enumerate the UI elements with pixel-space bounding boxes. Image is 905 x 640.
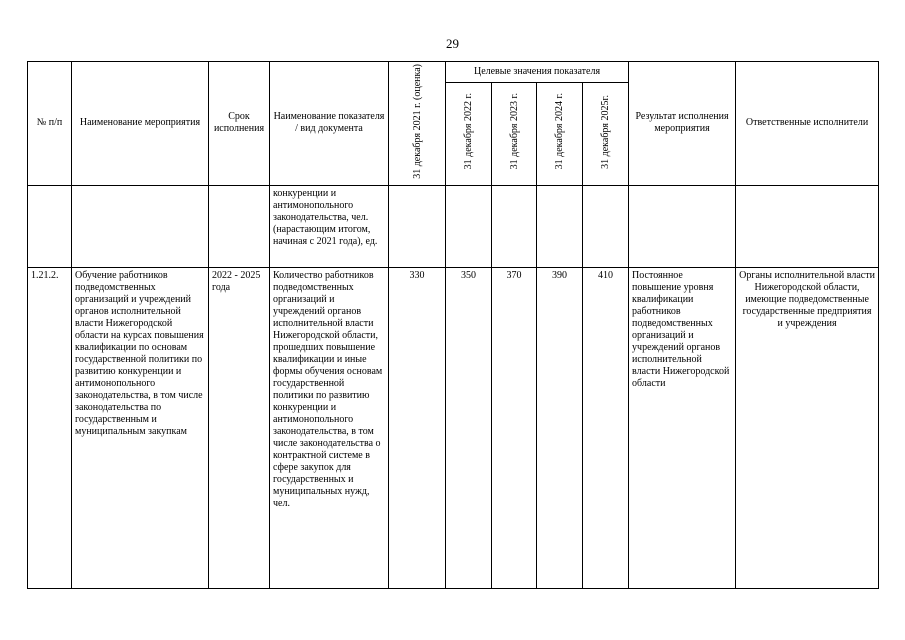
table-row [28,267,879,588]
header-row-1 [28,62,879,83]
header-2025-label: 31 декабря 2025г. [600,94,612,169]
header-num: № п/п [28,62,72,186]
row-value-2024: 390 [537,267,583,588]
header-responsible: Ответственные исполнители [736,62,879,186]
row-result: Постоянное повышение уровня квалификации работников подведомственных организаций и учреждений органов исполнительной власти Нижегородской области [629,267,736,588]
page-number: 29 [446,36,459,51]
header-2022-label: 31 декабря 2022 г. [463,93,474,170]
row-value-2022 [446,185,492,267]
row-num [28,185,72,267]
row-value-2023 [492,185,537,267]
row-responsible: Органы исполнительной власти Нижегородской области, имеющие подведомственные государственные предприятия и учреждения [736,267,879,588]
header-result: Результат исполнения мероприятия [629,62,736,186]
row-responsible [736,185,879,267]
row-event: Обучение работников подведомственных организаций и учреждений органов исполнительной власти Нижегородской области на курсах повышения квалификации по основам государственной политики по развитию конкуренции и антимонопольного законодательства, в том числе законодательства по государственным и муниципальным закупкам [72,267,209,588]
header-2025 [583,82,629,185]
row-num: 1.21.2. [28,267,72,588]
row-value-2021: 330 [389,267,446,588]
row-value-2025 [583,185,629,267]
row-term: 2022 - 2025 года [209,267,270,588]
header-event: Наименование мероприятия [72,62,209,186]
row-value-2023: 370 [492,267,537,588]
row-indicator: конкуренции и антимонопольного законодательства, чел. (нарастающим итогом, начиная с 2021 года), ед. [270,185,389,267]
header-target-group: Целевые значения показателя [446,62,629,83]
header-2023 [492,82,537,185]
header-2024 [537,82,583,185]
row-result [629,185,736,267]
header-2023-label: 31 декабря 2023 г. [508,93,520,170]
header-2021-label: 31 декабря 2021 г. (оценка) [411,64,423,179]
header-2021 [389,62,446,186]
row-event [72,185,209,267]
header-indicator: Наименование показателя / вид документа [270,62,389,186]
row-value-2021 [389,185,446,267]
row-indicator: Количество работников подведомственных организаций и учреждений органов исполнительной власти Нижегородской области, прошедших повышение квалификации и иные формы обучения основам государственной политики по развитию конкуренции и антимонопольного законодательства, в том числе законодательства о контрактной системе в сфере закупок для государственных и муниципальных нужд, чел. [270,267,389,588]
row-term [209,185,270,267]
table-row [28,185,879,267]
measures-table [27,61,879,589]
row-value-2025: 410 [583,267,629,588]
header-term: Срок исполнения [209,62,270,186]
row-value-2022: 350 [446,267,492,588]
header-2022 [446,82,492,185]
row-value-2024 [537,185,583,267]
header-2024-label: 31 декабря 2024 г. [554,93,565,170]
